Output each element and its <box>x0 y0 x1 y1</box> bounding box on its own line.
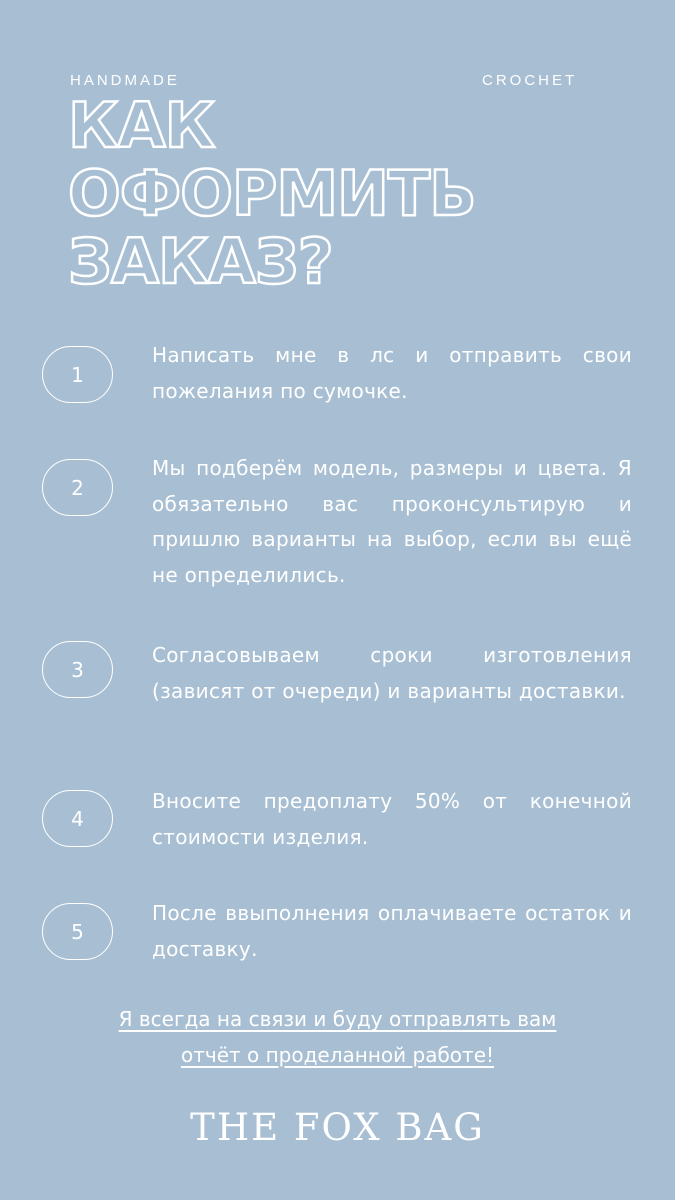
step-number-badge: 4 <box>42 790 113 847</box>
step-text: После ввыполнения оплачиваете остаток и доставку. <box>152 901 632 961</box>
title-line-3: ЗАКАЗ? <box>68 225 333 298</box>
title-line-2: ОФОРМИТЬ <box>68 157 476 230</box>
brand-logo-text: THE FOX BAG <box>190 1106 485 1149</box>
step-text: Вносите предоплату 50% от конечной стоимости изделия. <box>152 789 632 849</box>
step-number-badge: 1 <box>42 346 113 403</box>
step-text: Согласовываем сроки изготовления (зависят от очереди) и варианты доставки. <box>152 643 632 703</box>
contact-note-line-1: Я всегда на связи и буду отправлять вам <box>118 1007 557 1031</box>
step-text: Написать мне в лс и отправить свои пожелания по сумочке. <box>152 343 632 403</box>
step-number-badge: 2 <box>42 459 113 516</box>
title-line-1: КАК <box>68 89 215 162</box>
step-number-badge: 3 <box>42 641 113 698</box>
contact-note <box>60 1002 615 1073</box>
page-title <box>68 89 476 298</box>
handmade-tag: HANDMADE <box>70 72 180 89</box>
step-number-badge: 5 <box>42 903 113 960</box>
crochet-tag: CROCHET <box>482 72 578 89</box>
step-text: Мы подберём модель, размеры и цвета. Я обязательно вас проконсультирую и пришлю варианты на выбор, если вы ещё не определились. <box>152 456 632 587</box>
contact-note-line-2: отчёт о проделанной работе! <box>180 1042 495 1067</box>
